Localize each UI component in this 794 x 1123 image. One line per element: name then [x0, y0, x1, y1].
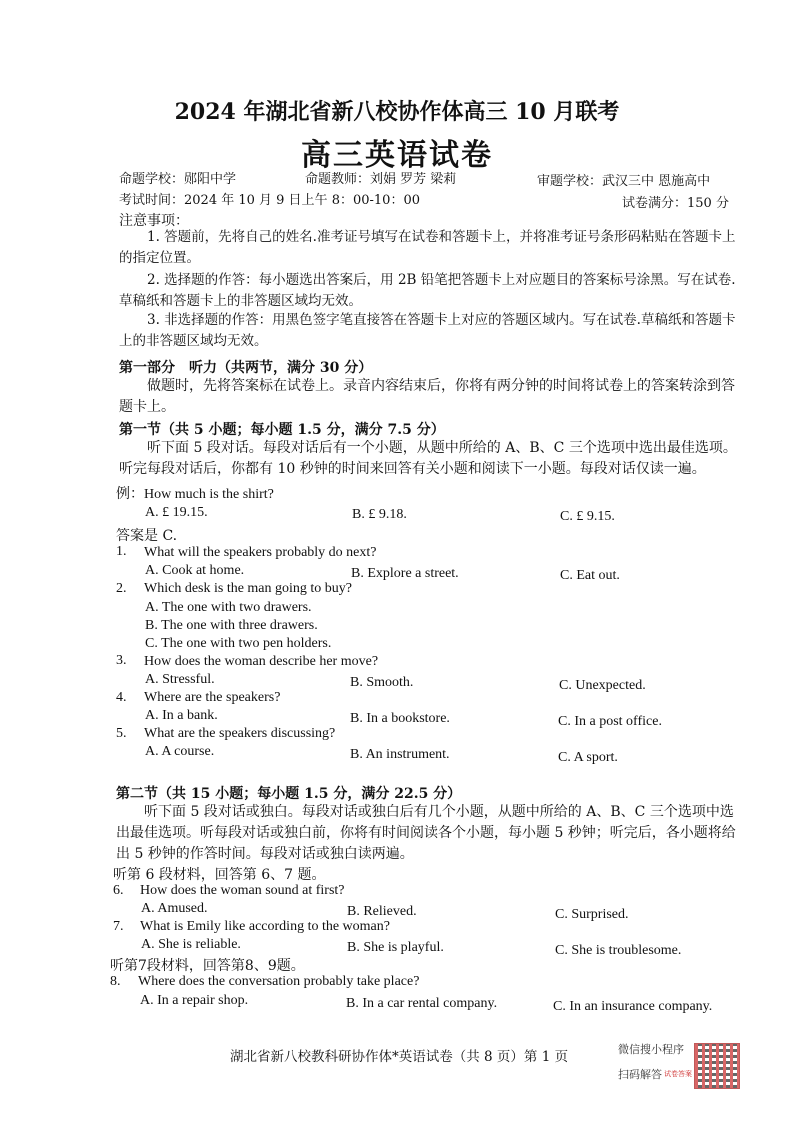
question-number: 8. — [110, 974, 121, 989]
option-c: C. In a post office. — [558, 714, 662, 729]
option-b: B. She is playful. — [347, 940, 444, 955]
page-footer: 湖北省新八校教科研协作体*英语试卷（共 8 页）第 1 页 — [230, 1049, 569, 1065]
option-b: B. In a car rental company. — [346, 996, 498, 1011]
question-number: 6. — [113, 883, 124, 898]
meta-teachers: 命题教师：刘娟 罗芳 梁莉 — [305, 172, 457, 187]
notice-item: 1. 答题前，先将自己的姓名.准考证号填写在试卷和答题卡上，并将准考证号条形码粘贴在答题卡上的指定位置。 — [119, 229, 736, 266]
option-a: A. Stressful. — [145, 672, 215, 687]
notice-item: 2. 选择题的作答：每小题选出答案后，用 2B 铅笔把答题卡上对应题目的答案标号涂黑。写在试卷.草稿纸和答题卡上的非答题区域均无效。 — [119, 272, 736, 309]
option-c: C. The one with two pen holders. — [145, 636, 332, 651]
option-a: A. Cook at home. — [145, 563, 245, 578]
question-number: 4. — [116, 690, 127, 705]
option-a: A. In a repair shop. — [140, 993, 249, 1008]
qr-code-icon — [694, 1043, 740, 1089]
section2-heading: 第二节（共 15 小题；每小题 1.5 分，满分 22.5 分） — [116, 786, 462, 802]
option-a: A. The one with two drawers. — [145, 600, 312, 615]
question-text: What will the speakers probably do next? — [144, 545, 377, 560]
meta-score: 试卷满分：150 分 — [622, 196, 729, 211]
meta-time: 考试时间：2024 年 10 月 9 日上午 8：00-10：00 — [119, 193, 420, 208]
section1-intro: 听下面 5 段对话。每段对话后有一个小题，从题中所给的 A、B、C 三个选项中选出最佳选项。听完每段对话后，你都有 10 秒钟的时间来回答有关小题和阅读下一小题。每段对话仅读一遍。 — [119, 440, 737, 477]
stamp-red-text: 试卷答案 — [664, 1070, 692, 1078]
option-a: A. A course. — [145, 744, 215, 759]
meta-school: 命题学校：郧阳中学 — [119, 172, 237, 187]
option-b: B. Relieved. — [347, 904, 417, 919]
option-a: A. In a bank. — [145, 708, 218, 723]
option-b: B. An instrument. — [350, 747, 450, 762]
question-text: What are the speakers discussing? — [144, 726, 336, 741]
option-b: B. The one with three drawers. — [145, 618, 318, 633]
stamp-bottom-text: 扫码解答 — [618, 1068, 662, 1081]
example-question: 例：How much is the shirt? — [116, 487, 274, 502]
option-a: A. Amused. — [141, 901, 208, 916]
question-number: 3. — [116, 653, 127, 668]
question-text: How does the woman sound at first? — [140, 883, 345, 898]
option-c: C. A sport. — [558, 750, 618, 765]
question-text: Where are the speakers? — [144, 690, 281, 705]
example-answer: 答案是 C. — [116, 528, 178, 544]
option-c: C. In an insurance company. — [553, 999, 713, 1014]
question-text: What is Emily like according to the woman? — [140, 919, 390, 934]
example-option-b: B. £ 9.18. — [352, 507, 407, 522]
option-b: B. Explore a street. — [351, 566, 459, 581]
question-number: 1. — [116, 544, 127, 559]
option-b: B. In a bookstore. — [350, 711, 450, 726]
option-c: C. Surprised. — [555, 907, 629, 922]
section2-intro: 听下面 5 段对话或独白。每段对话或独白后有几个小题，从题中所给的 A、B、C 三个选项中选出最佳选项。听每段对话或独白前，你将有时间阅读各个小题，每小题 5 秒钟；听完后，各小题将给出 5 秒钟的作答时间。每段对话或独白读两遍。 — [116, 804, 736, 862]
material-note: 听第7段材料，回答第8、9题。 — [110, 958, 305, 974]
question-text: Where does the conversation probably take place? — [138, 974, 420, 989]
part1-intro: 做题时，先将答案标在试卷上。录音内容结束后，你将有两分钟的时间将试卷上的答案转涂到答题卡上。 — [119, 378, 735, 415]
example-option-a: A. £ 19.15. — [145, 505, 208, 520]
option-b: B. Smooth. — [350, 675, 414, 690]
example-option-c: C. £ 9.15. — [560, 509, 615, 524]
question-number: 5. — [116, 726, 127, 741]
question-text: Which desk is the man going to buy? — [144, 581, 353, 596]
exam-title: 2024 年湖北省新八校协作体高三 10 月联考 — [174, 99, 620, 125]
meta-review: 审题学校：武汉三中 恩施高中 — [537, 174, 711, 189]
option-c: C. Eat out. — [560, 568, 620, 583]
option-c: C. Unexpected. — [559, 678, 646, 693]
exam-subtitle: 高三英语试卷 — [301, 138, 493, 173]
question-text: How does the woman describe her move? — [144, 654, 379, 669]
option-a: A. She is reliable. — [141, 937, 241, 952]
question-number: 7. — [113, 919, 124, 934]
option-c: C. She is troublesome. — [555, 943, 682, 958]
question-number: 2. — [116, 581, 127, 596]
notice-item: 3. 非选择题的作答：用黑色签字笔直接答在答题卡上对应的答题区域内。写在试卷.草稿纸和答题卡上的非答题区域均无效。 — [119, 312, 736, 349]
notice-heading: 注意事项： — [119, 213, 189, 229]
material-note: 听第 6 段材料，回答第 6、7 题。 — [113, 867, 326, 883]
section1-heading: 第一节（共 5 小题；每小题 1.5 分，满分 7.5 分） — [119, 422, 445, 438]
part1-heading: 第一部分 听力（共两节，满分 30 分） — [119, 360, 373, 376]
stamp-top-text: 微信搜小程序 — [618, 1043, 684, 1056]
